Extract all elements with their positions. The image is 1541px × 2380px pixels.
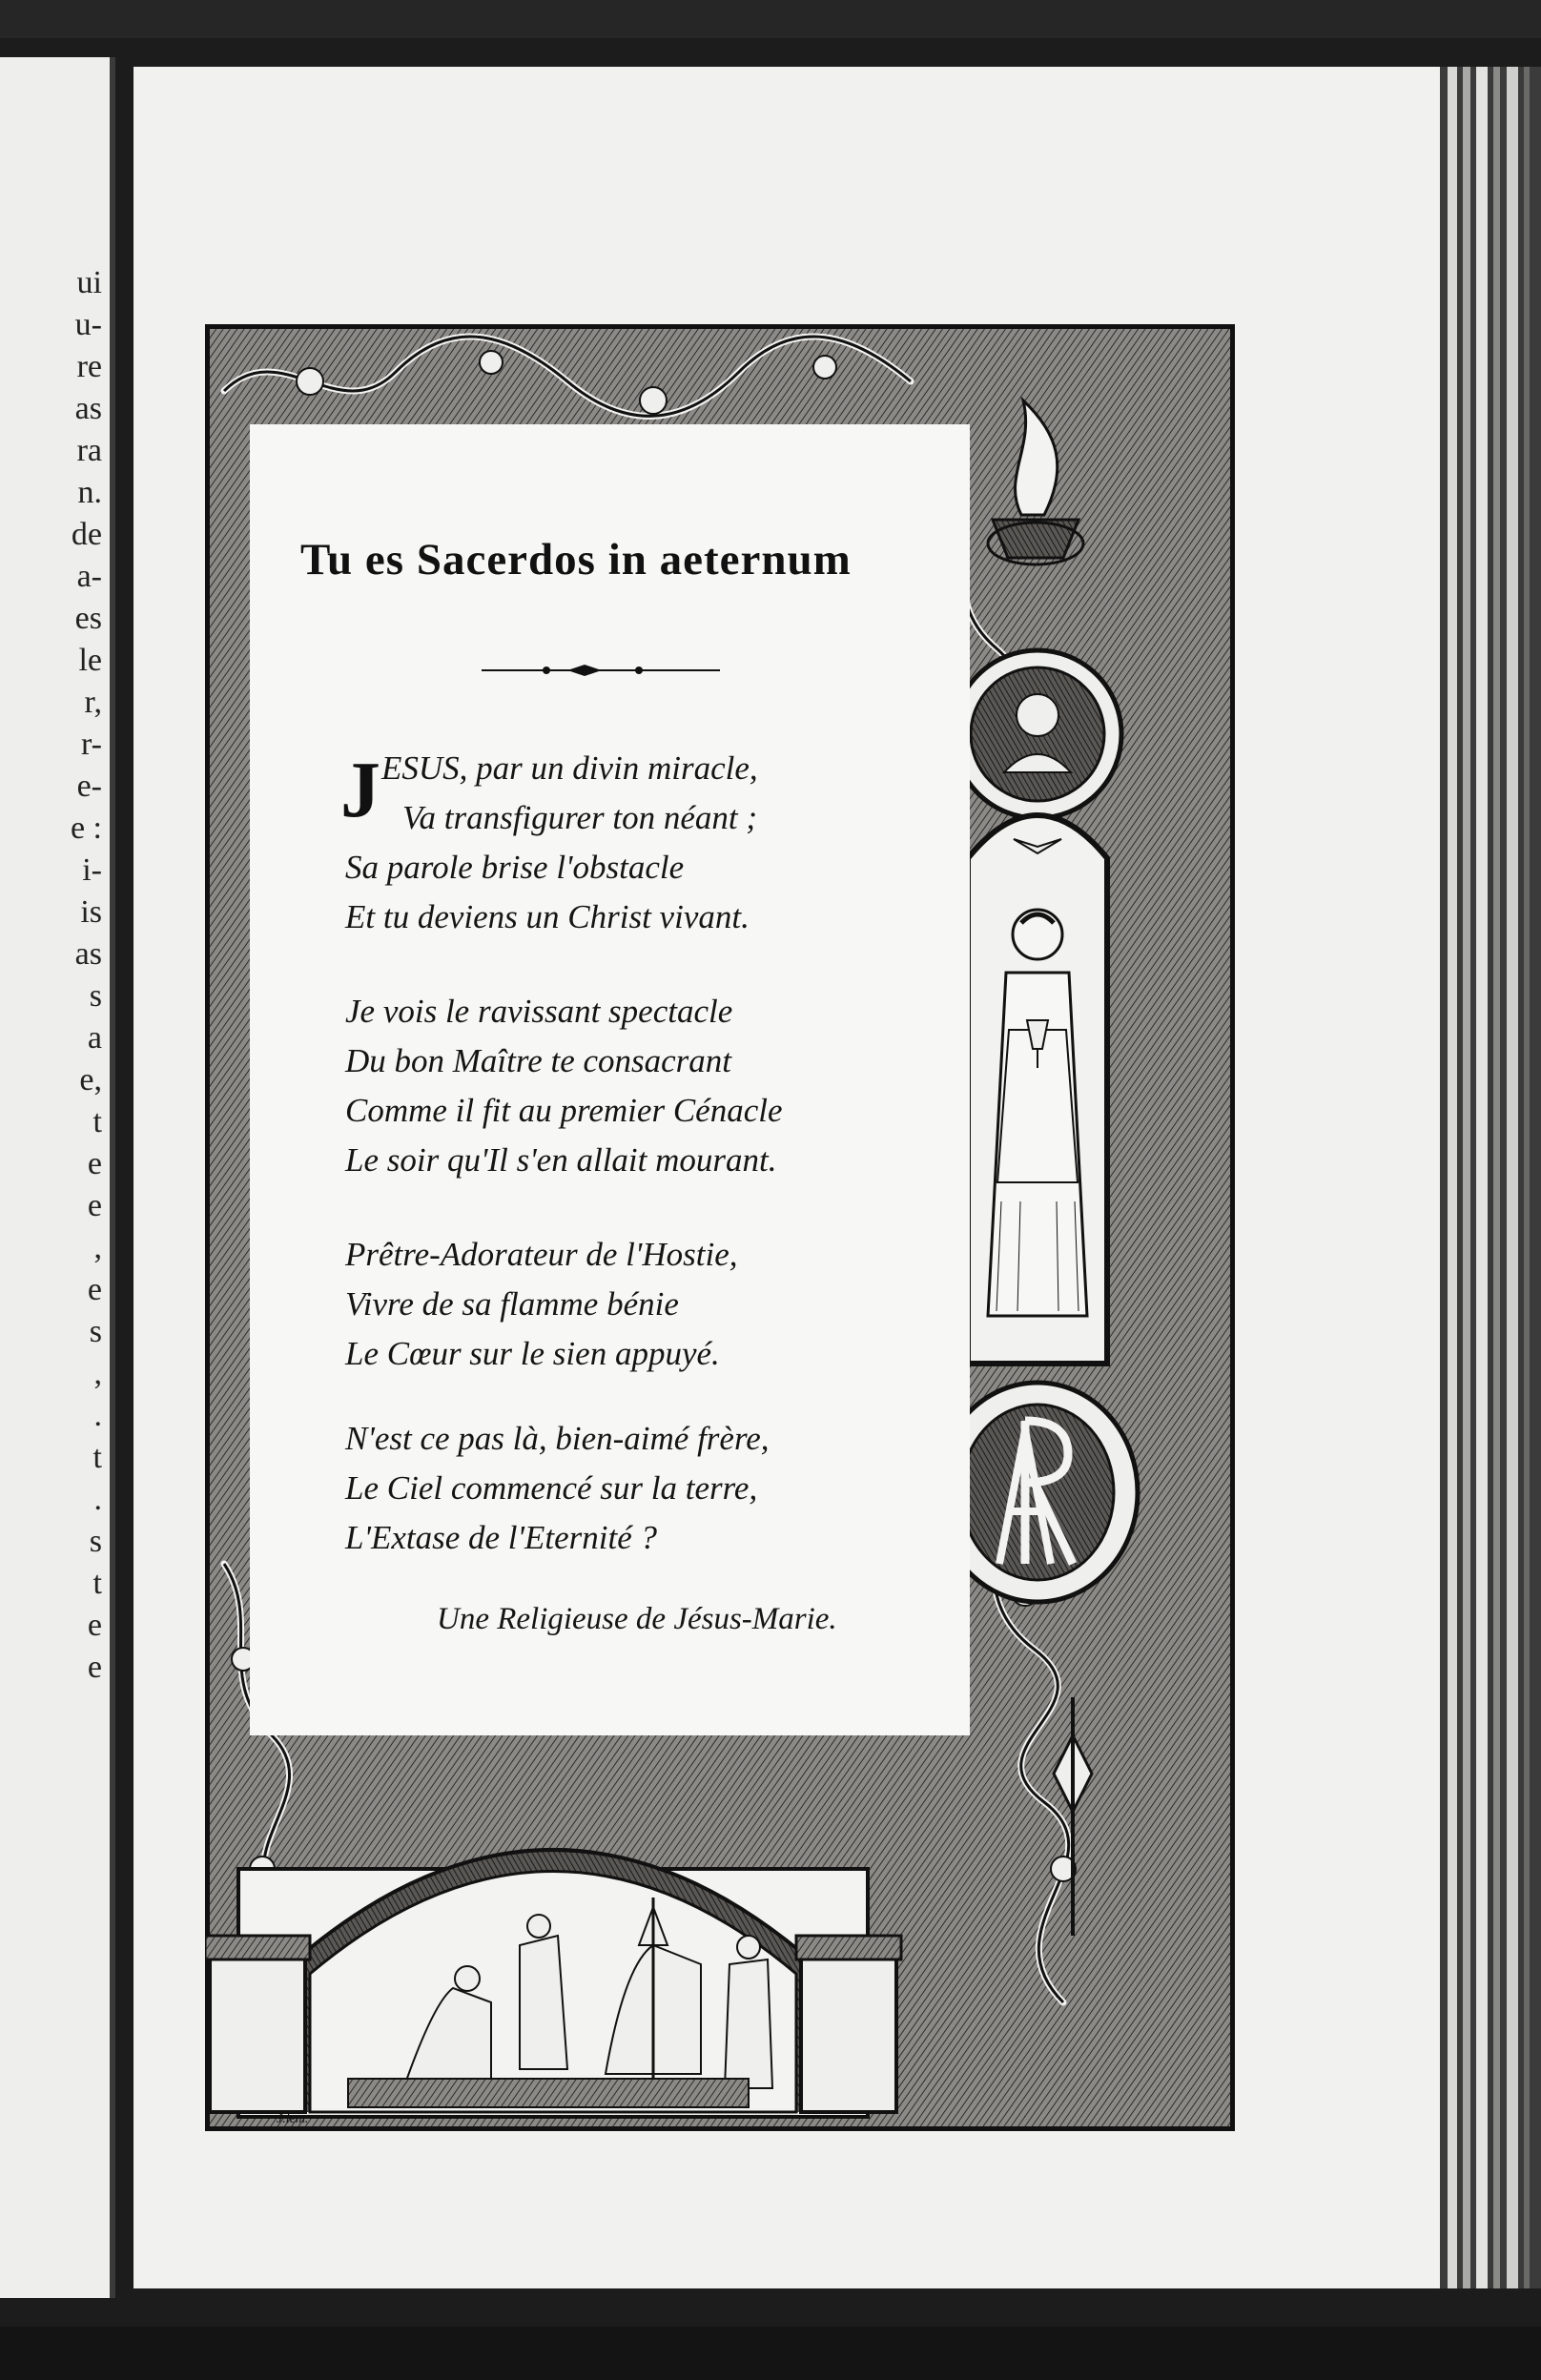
facing-page-text-fragment: as [74, 391, 102, 426]
poem-line: L'Extase de l'Eternité ? [345, 1519, 657, 1556]
facing-page-text-fragment: a- [76, 559, 102, 594]
poem-line: Va transfigurer ton néant ; [402, 799, 758, 836]
poem-line: Le Ciel commencé sur la terre, [345, 1469, 758, 1507]
title-ornament-rule [482, 656, 720, 685]
facing-page-text-fragment: le [78, 643, 102, 678]
facing-page-text-fragment: e [87, 1650, 102, 1685]
facing-page-text-fragment: es [74, 601, 102, 636]
poem-line: Du bon Maître te consacrant [345, 1042, 732, 1079]
facing-page-text-fragment: r- [81, 727, 102, 762]
facing-page-text-fragment: s [89, 1314, 102, 1349]
drop-cap-letter: J [340, 746, 380, 834]
stanza-1 [345, 744, 758, 942]
poem-line: Le Cœur sur le sien appuyé. [345, 1335, 720, 1372]
facing-page-text-fragment: as [74, 936, 102, 972]
facing-page-text-fragment: r, [84, 685, 102, 720]
artist-mark: J.lem. [277, 2112, 309, 2126]
facing-page-text-fragment: . [93, 1398, 102, 1433]
facing-page-text-fragment: e : [70, 810, 102, 846]
poem-line: N'est ce pas là, bien-aimé frère, [345, 1420, 770, 1457]
poem-line: Comme il fit au premier Cénacle [345, 1092, 783, 1129]
facing-page-text-fragment: t [92, 1440, 102, 1475]
poem-line: Je vois le ravissant spectacle [345, 993, 733, 1030]
facing-page-text-fragment: e, [79, 1062, 102, 1098]
facing-page-text-fragment: e [87, 1188, 102, 1223]
facing-page-text-fragment: is [80, 894, 102, 930]
stanza-2 [345, 987, 783, 1185]
poem-line: Et tu deviens un Christ vivant. [345, 898, 750, 935]
facing-page-text-fragment: n. [77, 475, 102, 510]
facing-page-text-fragment: t [92, 1104, 102, 1139]
poem-line: Vivre de sa flamme bénie [345, 1285, 679, 1323]
facing-page-text-fragment: e [87, 1272, 102, 1307]
poem-line: Prêtre-Adorateur de l'Hostie, [345, 1236, 738, 1273]
poem-line: ESUS, par un divin miracle, [381, 749, 758, 787]
facing-page-fragment [0, 57, 115, 2298]
facing-page-text-fragment: e- [76, 769, 102, 804]
facing-page-text-fragment: s [89, 1524, 102, 1559]
stanza-4 [345, 1414, 770, 1563]
facing-page-text-fragment: e [87, 1146, 102, 1181]
poem-line: Le soir qu'Il s'en allait mourant. [345, 1141, 777, 1179]
facing-page-text-fragment: a [87, 1020, 102, 1056]
facing-page-text-fragment: e [87, 1608, 102, 1643]
poem-title: Tu es Sacerdos in aeternum [300, 535, 852, 585]
facing-page-text-fragment: , [93, 1230, 102, 1265]
facing-page-text-fragment: . [93, 1482, 102, 1517]
facing-page-text-fragment: i- [82, 852, 102, 888]
facing-page-text-fragment: ui [76, 265, 102, 300]
facing-page-text-fragment: t [92, 1566, 102, 1601]
poem-line: Sa parole brise l'obstacle [345, 849, 685, 886]
page-edges [1440, 67, 1541, 2288]
facing-page-text-fragment: u- [74, 307, 102, 342]
poem-signature: Une Religieuse de Jésus-Marie. [437, 1602, 837, 1636]
facing-page-text-fragment: s [89, 978, 102, 1014]
stanza-3 [345, 1230, 738, 1379]
facing-page-text-fragment: re [76, 349, 102, 384]
facing-page-text-fragment: , [93, 1356, 102, 1391]
facing-page-text-fragment: de [71, 517, 102, 552]
facing-page-text-fragment: ra [76, 433, 102, 468]
